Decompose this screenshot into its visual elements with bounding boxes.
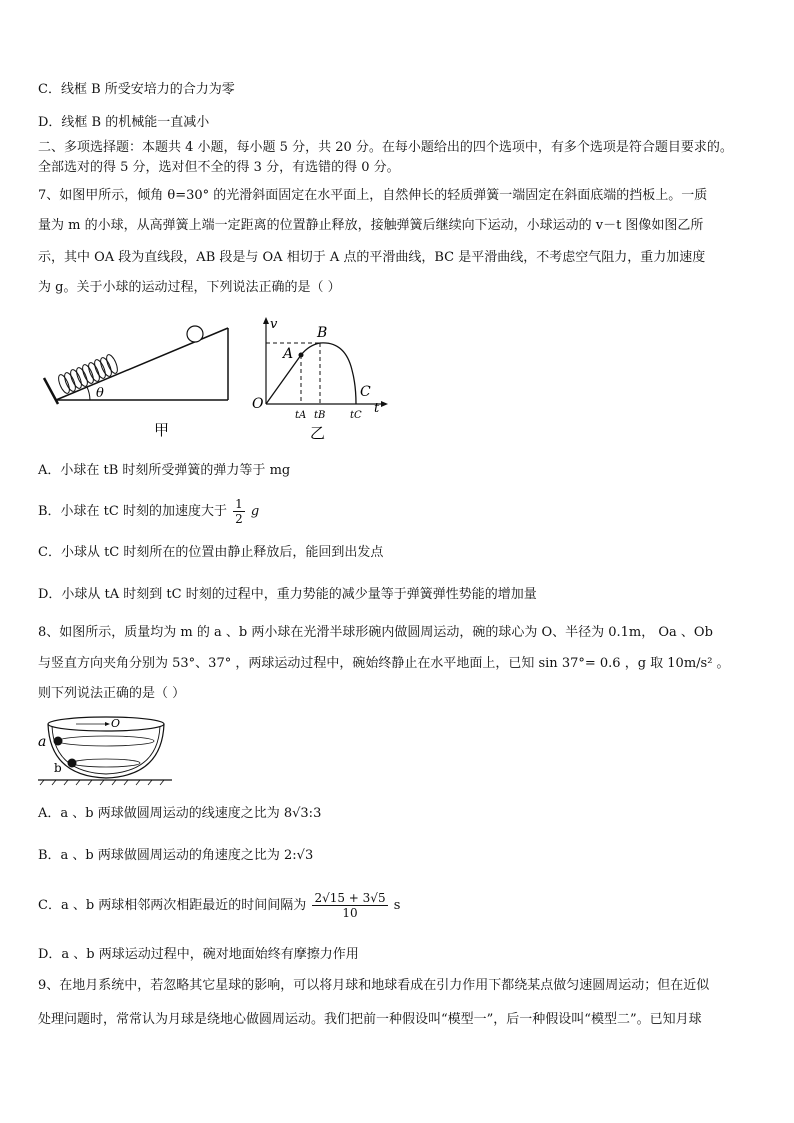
q6-option-c: C．线框 B 所受安培力的合力为零	[38, 82, 235, 97]
label-a: a	[38, 734, 47, 750]
tick-ta-label: tA	[295, 410, 307, 421]
q8-option-c-text: C．a 、b 两球相邻两次相距最近的时间间隔为	[38, 898, 307, 913]
q7-stem-line2: 量为 m 的小球，从高弹簧上端一定距离的位置静止释放，接触弹簧后继续向下运动，小球运动的 v－t 图像如图乙所	[38, 218, 704, 233]
q7-option-b-unit: g	[250, 504, 260, 519]
q7-stem-line1: 7、如图甲所示，倾角 θ=30° 的光滑斜面固定在水平面上，自然伸长的轻质弹簧一端固定在斜面底端的挡板上。一质	[38, 188, 708, 203]
fraction-numerator: 1	[235, 497, 243, 511]
q7-stem-line4: 为 g。关于小球的运动过程，下列说法正确的是（ ）	[38, 280, 341, 295]
figure-bowl	[36, 714, 176, 786]
segment-oa	[266, 355, 301, 404]
label-b: b	[54, 761, 62, 775]
q6-option-d: D．线框 B 的机械能一直减小	[38, 115, 210, 130]
q8-option-c-unit: s	[393, 898, 401, 913]
point-b-label: B	[317, 325, 328, 341]
fraction-denominator: 10	[342, 906, 358, 920]
angle-label: θ	[96, 386, 104, 401]
q8-option-c	[38, 888, 764, 924]
x-axis-label: t	[374, 401, 380, 416]
q8-option-a: A．a 、b 两球做圆周运动的线速度之比为 8√3:3	[38, 806, 322, 821]
q7-option-b	[38, 496, 764, 528]
y-axis-label: v	[270, 317, 278, 332]
q7-stem-line3: 示，其中 OA 段为直线段，AB 段是与 OA 相切于 A 点的平滑曲线，BC 是平滑曲线，不考虑空气阻力，重力加速度	[38, 250, 706, 265]
fraction-denominator: 2	[235, 512, 243, 526]
ball-a-icon	[54, 737, 63, 746]
ball-icon	[187, 326, 203, 342]
q8-option-d: D．a 、b 两球运动过程中，碗对地面始终有摩擦力作用	[38, 947, 359, 962]
q7-option-a: A．小球在 tB 时刻所受弹簧的弹力等于 mg	[38, 463, 291, 478]
label-o: O	[111, 717, 121, 730]
q7-option-b-fraction	[233, 497, 245, 526]
point-c-label: C	[360, 384, 371, 400]
q8-option-b: B．a 、b 两球做圆周运动的角速度之比为 2:√3	[38, 848, 314, 863]
curve-abc	[301, 343, 356, 404]
origin-label: O	[252, 396, 264, 412]
q9-stem-line2: 处理问题时，常常认为月球是绕地心做圆周运动。我们把前一种假设叫“模型一”，后一种假设叫“模型二”。已知月球	[38, 1012, 702, 1027]
section2-line2: 全部选对的得 5 分，选对但不全的得 3 分，有选错的得 0 分。	[38, 160, 400, 175]
q7-option-c: C．小球从 tC 时刻所在的位置由静止释放后，能回到出发点	[38, 545, 384, 560]
q8-option-c-fraction	[312, 891, 387, 920]
q7-option-d: D．小球从 tA 时刻到 tC 时刻的过程中，重力势能的减少量等于弹簧弹性势能的增加量	[38, 587, 537, 602]
figure-jia-incline	[38, 318, 238, 443]
figure-yi-caption: 乙	[310, 424, 326, 442]
fraction-numerator: 2√15 + 3√5	[314, 891, 386, 905]
point-a-label: A	[283, 346, 294, 362]
q7-option-b-text: B．小球在 tC 时刻的加速度大于	[38, 504, 227, 519]
q8-stem-line1: 8、如图所示，质量均为 m 的 a 、b 两小球在光滑半球形碗内做圆周运动，碗的球心为 O、半径为 0.1m， Oa 、Ob	[38, 625, 713, 640]
tick-tb-label: tB	[314, 410, 326, 421]
tick-tc-label: tC	[350, 410, 362, 421]
ball-b-icon	[68, 759, 77, 768]
q8-stem-line3: 则下列说法正确的是（ ）	[38, 686, 186, 701]
figure-jia-caption: 甲	[154, 421, 170, 439]
q9-stem-line1: 9、在地月系统中，若忽略其它星球的影响，可以将月球和地球看成在引力作用下都绕某点做匀速圆周运动；但在近似	[38, 978, 710, 993]
q8-stem-line2: 与竖直方向夹角分别为 53°、37° ，两球运动过程中，碗始终静止在水平地面上，已知 sin 37°= 0.6 ，g 取 10m/s² 。	[38, 656, 730, 671]
figure-yi-vt-graph	[248, 310, 398, 445]
section2-line1: 二、多项选择题：本题共 4 小题，每小题 5 分，共 20 分。在每小题给出的四个选项中，有多个选项是符合题目要求的。	[38, 140, 733, 155]
